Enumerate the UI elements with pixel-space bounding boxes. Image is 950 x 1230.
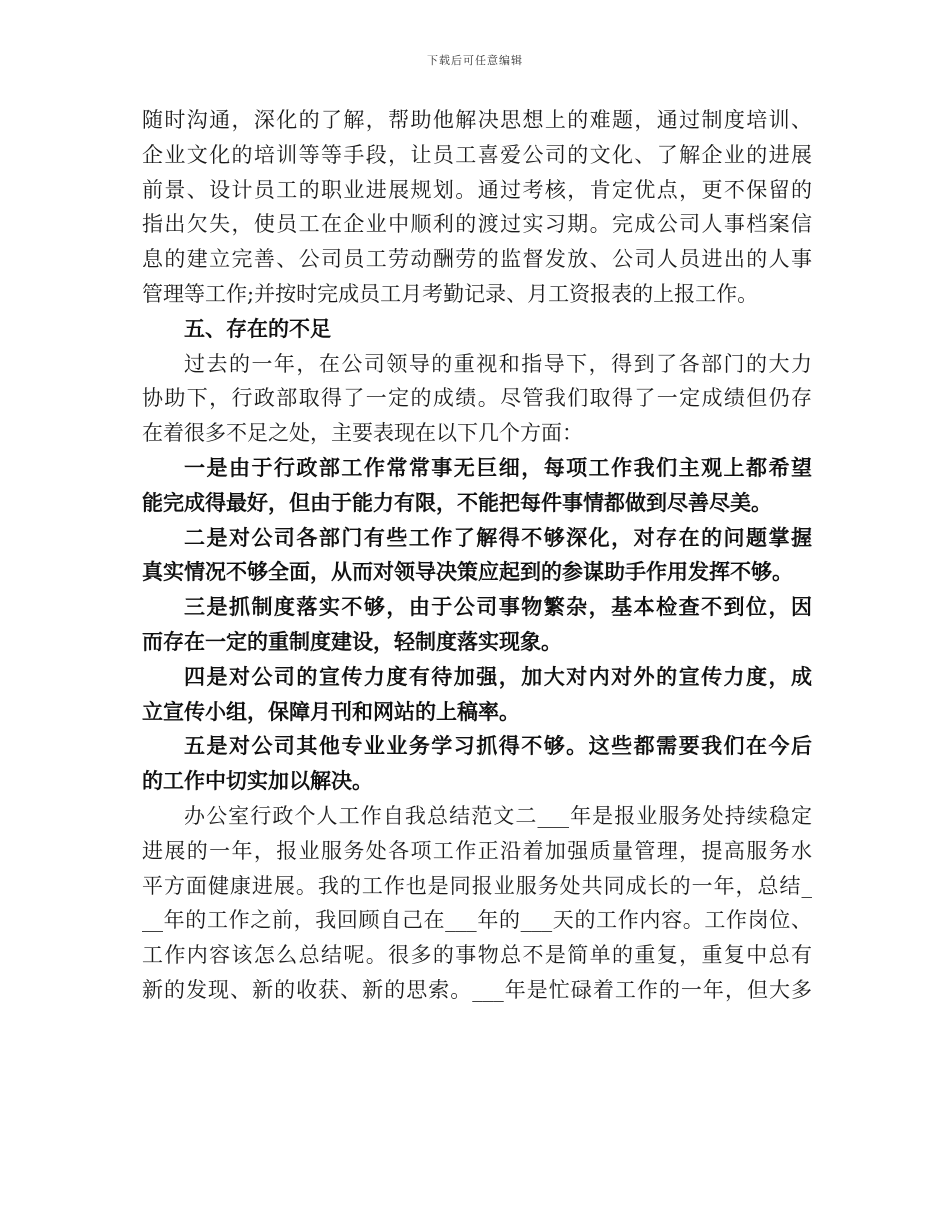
text-line-9: 协助下，行政部取得了一定的成绩。尽管我们取得了一定成绩但仍存 bbox=[142, 386, 812, 411]
section-heading: 五、存在的不足 bbox=[184, 316, 331, 341]
text-line-20: 的工作中切实加以解决。 bbox=[142, 769, 373, 794]
document-body bbox=[142, 103, 812, 1008]
text-line-6: 管理等工作;并按时完成员工月考勤记录、月工资报表的上报工作。 bbox=[142, 281, 759, 306]
text-line-5: 息的建立完善、公司员工劳动酬劳的监督发放、公司人员进出的人事 bbox=[142, 247, 812, 272]
text-line-25: 工作内容该怎么总结呢。很多的事物总不是简单的重复，重复中总有 bbox=[142, 943, 812, 968]
text-line-10: 在着很多不足之处，主要表现在以下几个方面： bbox=[142, 421, 583, 446]
text-line-14: 真实情况不够全面，从而对领导决策应起到的参谋助手作用发挥不够。 bbox=[142, 560, 793, 585]
text-line-17: 四是对公司的宣传力度有待加强，加大对内对外的宣传力度，成 bbox=[184, 664, 812, 689]
text-line-22: 进展的一年，报业服务处各项工作正沿着加强质量管理，提高服务水 bbox=[142, 838, 812, 863]
text-line-11: 一是由于行政部工作常常事无巨细，每项工作我们主观上都希望 bbox=[184, 455, 812, 480]
text-line-19: 五是对公司其他专业业务学习抓得不够。这些都需要我们在今后 bbox=[184, 734, 812, 759]
text-line-15: 三是抓制度落实不够，由于公司事物繁杂，基本检查不到位，因 bbox=[184, 595, 812, 620]
text-line-13: 二是对公司各部门有些工作了解得不够深化，对存在的问题掌握 bbox=[184, 525, 812, 550]
text-line-8: 过去的一年，在公司领导的重视和指导下，得到了各部门的大力 bbox=[184, 351, 812, 376]
text-line-1: 随时沟通，深化的了解，帮助他解决思想上的难题，通过制度培训、 bbox=[142, 108, 812, 132]
text-line-24: __年的工作之前，我回顾自己在___年的___天的工作内容。工作岗位、 bbox=[142, 908, 812, 933]
text-line-4: 指出欠失，使员工在企业中顺利的渡过实习期。完成公司人事档案信 bbox=[142, 212, 812, 237]
text-line-16: 而存在一定的重制度建设，轻制度落实现象。 bbox=[142, 629, 562, 654]
text-line-2: 企业文化的培训等等手段，让员工喜爱公司的文化、了解企业的进展 bbox=[142, 142, 812, 167]
text-line-3: 前景、设计员工的职业进展规划。通过考核，肯定优点，更不保留的 bbox=[142, 177, 812, 202]
text-line-21: 办公室行政个人工作自我总结范文二___年是报业服务处持续稳定 bbox=[184, 803, 812, 828]
text-line-26: 新的发现、新的收获、新的思索。___年是忙碌着工作的一年，但大多 bbox=[142, 977, 812, 1002]
header-note: 下载后可任意编辑 bbox=[427, 54, 523, 67]
text-line-18: 立宣传小组，保障月刊和网站的上稿率。 bbox=[142, 699, 520, 724]
text-line-23: 平方面健康进展。我的工作也是同报业服务处共同成长的一年，总结_ bbox=[142, 873, 812, 898]
text-line-12: 能完成得最好，但由于能力有限，不能把每件事情都做到尽善尽美。 bbox=[142, 490, 772, 515]
